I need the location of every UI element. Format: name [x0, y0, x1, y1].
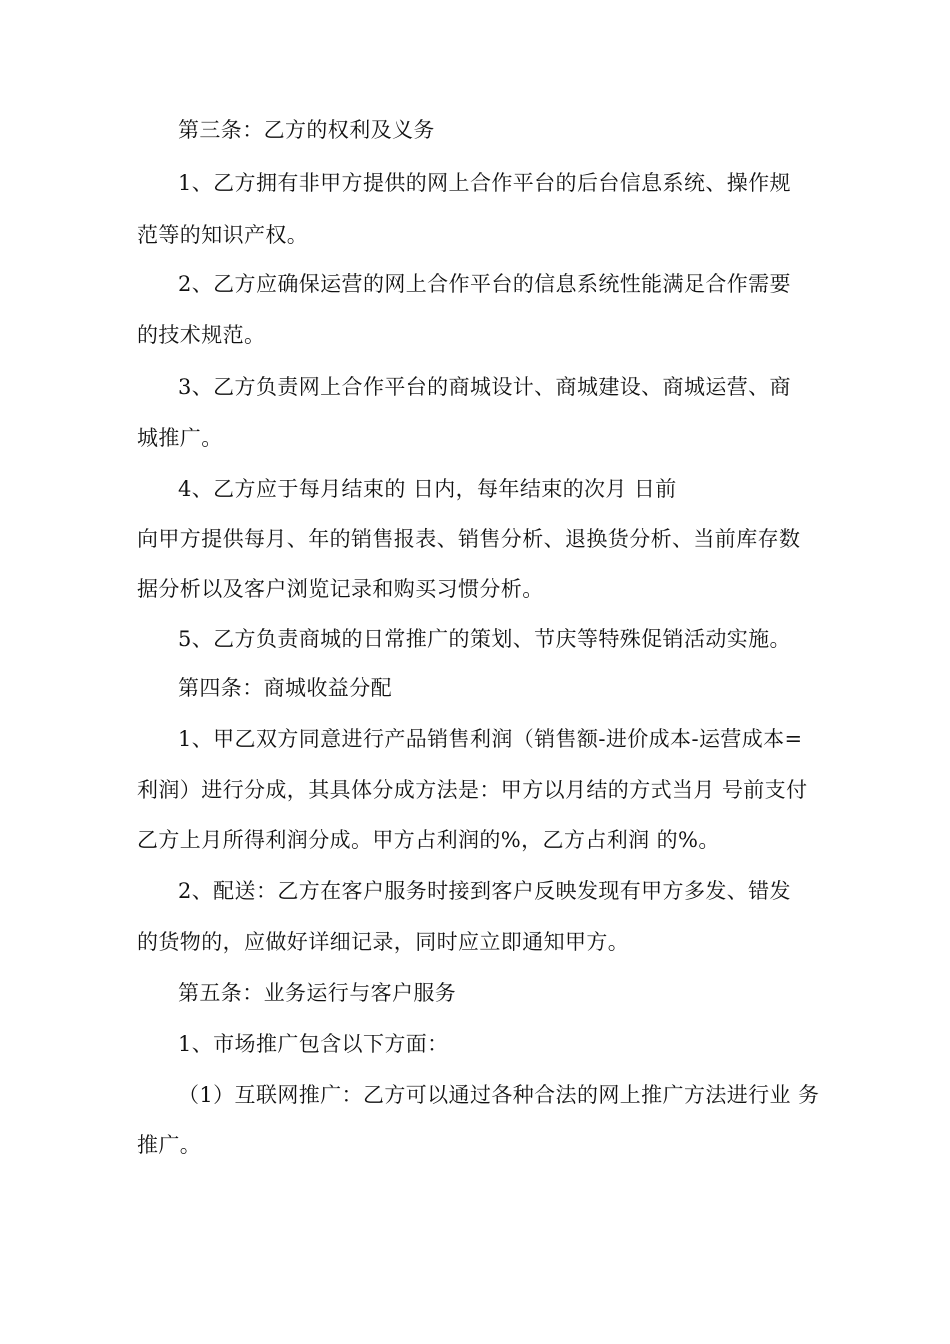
article-4-item-1-line-1: 1、甲乙双方同意进行产品销售利润（销售额-进价成本-运营成本= — [178, 727, 803, 751]
article-3-item-4-line-2: 向甲方提供每月、年的销售报表、销售分析、退换货分析、当前库存数 — [137, 527, 801, 551]
article-3-item-3-line-2: 城推广。 — [137, 426, 223, 450]
article-3-item-4-line-1: 4、乙方应于每月结束的 日内，每年结束的次月 日前 — [178, 477, 677, 501]
article-3-heading: 第三条：乙方的权利及义务 — [178, 118, 435, 142]
article-3-item-5: 5、乙方负责商城的日常推广的策划、节庆等特殊促销活动实施。 — [178, 627, 791, 651]
article-3-item-3-line-1: 3、乙方负责网上合作平台的商城设计、商城建设、商城运营、商 — [178, 375, 791, 399]
article-3-item-1-line-2: 范等的知识产权。 — [137, 223, 309, 247]
article-4-item-1-line-2: 利润）进行分成，其具体分成方法是：甲方以月结的方式当月 号前支付 — [137, 778, 808, 802]
article-5-item-1: 1、市场推广包含以下方面： — [178, 1032, 449, 1056]
article-3-item-4-line-3: 据分析以及客户浏览记录和购买习惯分析。 — [137, 577, 544, 601]
article-5-subitem-1-line-1: （1）互联网推广：乙方可以通过各种合法的网上推广方法进行业 务 — [178, 1083, 820, 1107]
article-4-heading: 第四条：商城收益分配 — [178, 676, 392, 700]
article-4-item-2-line-1: 2、配送：乙方在客户服务时接到客户反映发现有甲方多发、错发 — [178, 879, 791, 903]
article-4-item-2-line-2: 的货物的，应做好详细记录，同时应立即通知甲方。 — [137, 930, 630, 954]
article-5-subitem-1-line-2: 推广。 — [137, 1133, 202, 1157]
article-4-item-1-line-3: 乙方上月所得利润分成。甲方占利润的%，乙方占利润 的%。 — [137, 828, 720, 852]
article-3-item-1-line-1: 1、乙方拥有非甲方提供的网上合作平台的后台信息系统、操作规 — [178, 171, 791, 195]
article-5-heading: 第五条：业务运行与客户服务 — [178, 981, 457, 1005]
article-3-item-2-line-1: 2、乙方应确保运营的网上合作平台的信息系统性能满足合作需要 — [178, 272, 791, 296]
article-3-item-2-line-2: 的技术规范。 — [137, 323, 266, 347]
